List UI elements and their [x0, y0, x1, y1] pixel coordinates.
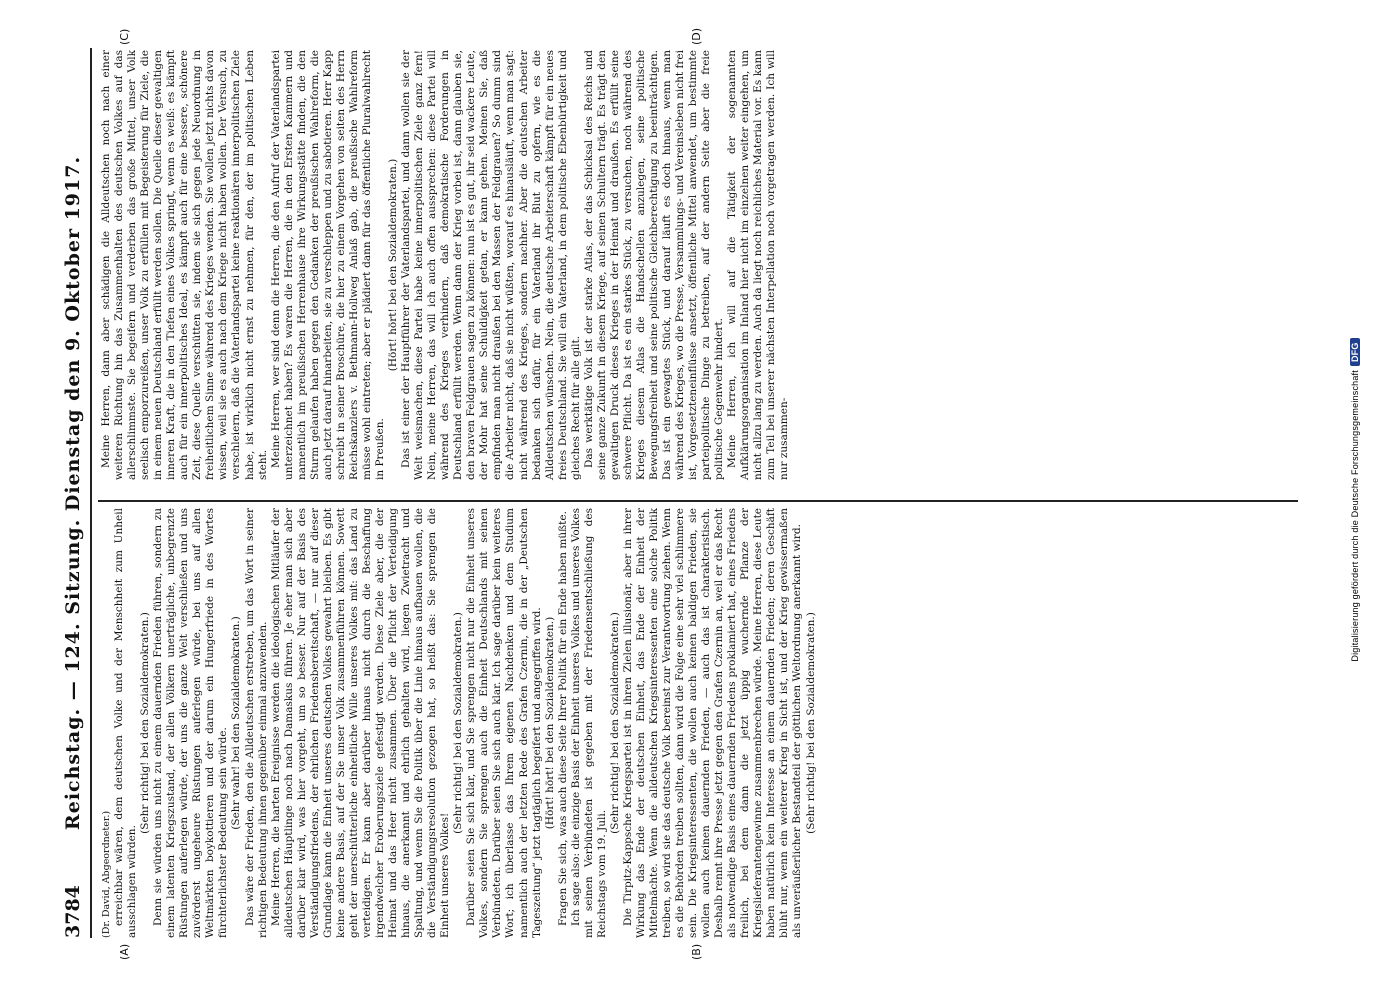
paragraph: Denn sie würden uns nicht zu einem dauernden Frieden führen, sondern zu einem latenten Kriegszustand, der allen Völkern unerträgliche, unbegrenzte Rüstungen auferlegen würde, der uns die ganze Welt verschließen und uns zuvörderst ungeheure Rüstungen auferlegen würde, bei uns auf allen Weltmärkten boykottieren und der darum ein Hungerfriede in des Wortes fürchterlichster Bedeutung sein würde.	[152, 508, 230, 938]
margin-mark-c: (C)	[118, 28, 131, 45]
paragraph: Meine Herren, dann aber schädigen die Alldeutschen noch nach einer weiteren Richtung hin das Zusammenhalten des deutschen Volkes auf das allerschlimmste. Sie begeifern und verderben das große Mittel, unser Volk seelisch emporzureißen, unser Volk zu erfüllen mit Begeisterung für Ziele, die in einem neuen Deutschland erfüllt werden sollen. Die Quelle dieser gewaltigen inneren Kraft, die in den Tiefen eines Volkes springt, wenn es weiß: es kämpft auch für ein innerpolitisches Ideal, es kämpft auch für eine bessere, schönere Zeit, diese Quelle verschütten sie, indem sie sich gegen jede Neuordnung in freiheitlichem Sinne während des Krieges wenden. Sie wollen jetzt nichts davon wissen, weil sie es auch nach dem Kriege nicht haben wollen. Der Versuch, zu verschleiern, daß die Vaterlandspartei keine reaktionären innerpolitischen Ziele habe, ist wirklich nicht ernst zu nehmen, für den, der im politischen Leben steht.	[100, 50, 269, 480]
paragraph: Darüber seien Sie sich klar, und Sie sprengen nicht nur die Einheit unseres Volkes, sondern Sie sprengen auch die Einheit Deutschlands mit seinen Verbündeten. Darüber seien Sie sich auch klar. Ich sage darüber kein weiteres Wort; ich überlasse das Ihrem eigenen Nachdenken und dem Studium namentlich auch der letzten Rede des Grafen Czernin, die in der „Deutschen Tageszeitung“ jetzt tagtäglich begeifert und angegriffen wird.	[465, 508, 543, 938]
column-divider	[98, 500, 1298, 502]
paragraph: Meine Herren, wer sind denn die Herren, die den Aufruf der Vaterlandspartei unterzeichnet haben? Es waren die Herren, die in den Ersten Kammern und namentlich im preußischen Herrenhause ihre Wirkungsstätte finden, die den Sturm gelaufen haben gegen den Gedanken der preußischen Wahlreform, die auch jetzt darauf hinarbeiten, sie zu verschleppen und zu sabotieren. Herr Kapp schreibt in seiner Broschüre, die hier zu einem Vorgehen von seiten des Herrn Reichskanzlers v. Bethmann-Hollweg Anlaß gab, die preußische Wahlreform müsse wohl eintreten; aber er plädiert dann für das öffentliche Pluralwahlrecht in Preußen.	[269, 50, 386, 480]
page-number: 3784	[62, 885, 84, 938]
interjection: (Sehr richtig! bei den Sozialdemokraten.)	[608, 612, 621, 834]
page-header	[58, 48, 92, 938]
interjection: (Hört! hört! bei den Sozialdemokraten.)	[543, 616, 556, 830]
paragraph: Das wäre der Frieden, den die Alldeutschen erstreben, um das Wort in seiner richtigen Bedeutung ihnen gegenüber einmal anzuwenden.	[243, 508, 269, 938]
paragraph: Das ist einer der Hauptführer der Vaterlandspartei, und dann wollen sie der Welt weismachen, diese Partei habe keine innerpolitischen Ziele ganz fern! Nein, meine Herren, das will ich auch offen aussprechen: diese Partei will während des Krieges verhindern, daß demokratische Forderungen in Deutschland erfüllt werden. Wenn dann der Krieg vorbei ist, dann glauben sie, den braven Feldgrauen sagen zu können: nun ist es gut, ihr seid wackere Leute, der Mohr hat seine Schuldigkeit getan, er kann gehen. Meinen Sie, daß empfinden man nicht draußen bei den Massen der Feldgrauen? So dumm sind die Arbeiter nicht, daß sie nicht wüßten, worauf es hinausläuft, wenn man sagt: nicht während des Krieges, sondern nachher. Aber die deutschen Arbeiter bedanken sich dafür, für ein Vaterland ihr Blut zu opfern, wie es die Alldeutschen wünschen. Nein, die deutsche Arbeiterschaft kämpft für ein neues freies Deutschland. Sie will ein Vaterland, in dem politische Ebenbürtigkeit und gleiches Recht für alle gilt.	[400, 50, 582, 480]
interjection: (Sehr richtig! bei den Sozialdemokraten.)	[139, 612, 152, 834]
paragraph: Fragen Sie sich, was auch diese Seite Ihrer Politik für ein Ende haben müßte.	[556, 511, 569, 926]
interjection: (Hört! hört! bei den Sozialdemokraten.)	[387, 158, 400, 372]
left-column	[100, 508, 818, 938]
credit-text: Digitalisierung gefördert durch die Deutsche Forschungsgemeinschaft	[1350, 370, 1360, 662]
margin-mark-d: (D)	[690, 27, 703, 45]
header-title: Reichstag. — 124. Sitzung. Dienstag den 9. Oktober 1917.	[62, 155, 84, 831]
paragraph: Meine Herren, ich will auf die Tätigkeit der sogenannten Aufklärungsorganisation im Inland hier nicht im einzelnen weiter eingehen, um nicht allzu lang zu werden. Auch da liegt noch reichliches Material vor. Es kann zum Teil bei unserer nächsten Interpellation noch vorgetragen werden. Ich will nur zusammen-	[726, 50, 791, 480]
interjection: (Sehr wahr! bei den Sozialdemokraten.)	[230, 616, 243, 830]
paragraph: erreichbar wären, dem deutschen Volke und der Menschheit zum Unheil ausschlagen würden.	[113, 508, 139, 938]
paragraph: Ich sage also: die einzige Basis der Einheit unseres Volkes und unseres Volkes mit seinen Verbündeten ist gegeben mit der Friedensentschließung des Reichstags vom 19. Juli.	[569, 508, 608, 938]
paragraph: Die Tirpitz-Kappsche Kriegspartei ist in ihren Zielen illusionär, aber in ihrer Wirkung das Ende der deutschen Einheit, das Ende der Einheit der Mittelmächte. Wenn die alldeutschen Kriegsinteressenten eine solche Politik treiben, so wird sie das deutsche Volk bereinst zur Verantwortung ziehen. Wenn es die Behörden treiben sollten, dann wird die Folge eine sehr viel schlimmere sein. Die Kriegsinteressenten, die wollen auch keinen baldigen Frieden, sie wollen auch keinen dauernden Frieden, — auch das ist charakteristisch. Deshalb rennt ihre Presse jetzt gegen den Grafen Czernin an, weil er das Recht als notwendige Basis eines dauernden Friedens proklamiert hat, eines Friedens freilich, bei dem dann die jetzt üppig wuchernde Pflanze der Kriegslieferantengewinne zusammenbrechen würde. Meine Herren, diese Leute haben natürlich kein Interesse an einem dauernden Frieden; deren Geschäft blüht nur, wenn ein weiterer Krieg in Sicht ist, und der Krieg gewissermaßen als unveräußerlicher Bestandteil der göttlichen Weltordnung anerkannt wird.	[621, 508, 804, 938]
digitization-credit	[1350, 0, 1360, 1000]
paragraph: Das werktätige Volk ist der starke Atlas, der das Schicksal des Reichs und seine ganze Zukunft in diesem Kriege, auf seinen Schultern trägt. Es trägt den gewaltigen Druck dieses Krieges in der Heimat und draußen. Es erfüllt seine schwere Pflicht. Da ist es ein starkes Stück, zu versuchen, noch während des Krieges diesem Atlas die Handschellen anzulegen, seine politische Bewegungsfreiheit und seine politische Gleichberechtigung zu beeinträchtigen. Das ist ein gewagtes Stück, und darauf läuft es doch hinaus, wenn man während des Krieges, wo die Presse, Versammlungs- und Vereinsleben nicht frei ist, Vorgesetzteneinflüsse ansetzt, öffentliche Mittel anwendet, um bestimmte parteipolitische Dinge zu betreiben, auf der andern Seite aber die freie politische Gegenwehr hindert.	[582, 50, 726, 480]
paragraph: Meine Herren, die harten Ereignisse werden die ideologischen Mitläufer der alldeutschen Häuptlinge noch nach Damaskus führen. Je eher man sich aber darüber klar wird, was hier vorgeht, um so besser. Nur auf der Basis des Verständigungsfriedens, der ehrlichen Friedensbereitschaft, — nur auf dieser Grundlage kann die Einheit unseres deutschen Volkes gewahrt bleiben. Es gibt keine andere Basis, auf der Sie unser Volk zusammenführen können. Sowett geht der unerschütterliche einheitliche Wille unseres Volkes mit: das Land zu verteidigen. Er kann aber darüber hinaus nicht durch die Beschaffung irgendwelcher Eroberungsziele gefestigt werden. Diese Ziele aber, die der Heimat und das Heer nicht zusammen. Über die Pflicht der Verteidigung hinaus, die anerkannt und ehrlich gehalten wird, liegen Zwietracht und Spaltung, und wenn Sie die Politik über die Linie hinaus aufbauen wollen, die die Verständigungsresolution gezogen hat, so heißt das: Sie sprengen die Einheit unseres Volkes!	[269, 508, 452, 938]
right-column	[100, 50, 791, 480]
speaker-note: (Dr. David, Abgeordneter.)	[101, 810, 112, 938]
margin-mark-b: (B)	[690, 943, 703, 960]
dfg-logo: DFG	[1350, 338, 1360, 366]
interjection: (Sehr richtig! bei den Sozialdemokraten.)	[452, 612, 465, 834]
interjection: (Sehr richtig! bei den Sozialdemokraten.)	[804, 612, 817, 834]
margin-mark-a: (A)	[118, 943, 131, 960]
